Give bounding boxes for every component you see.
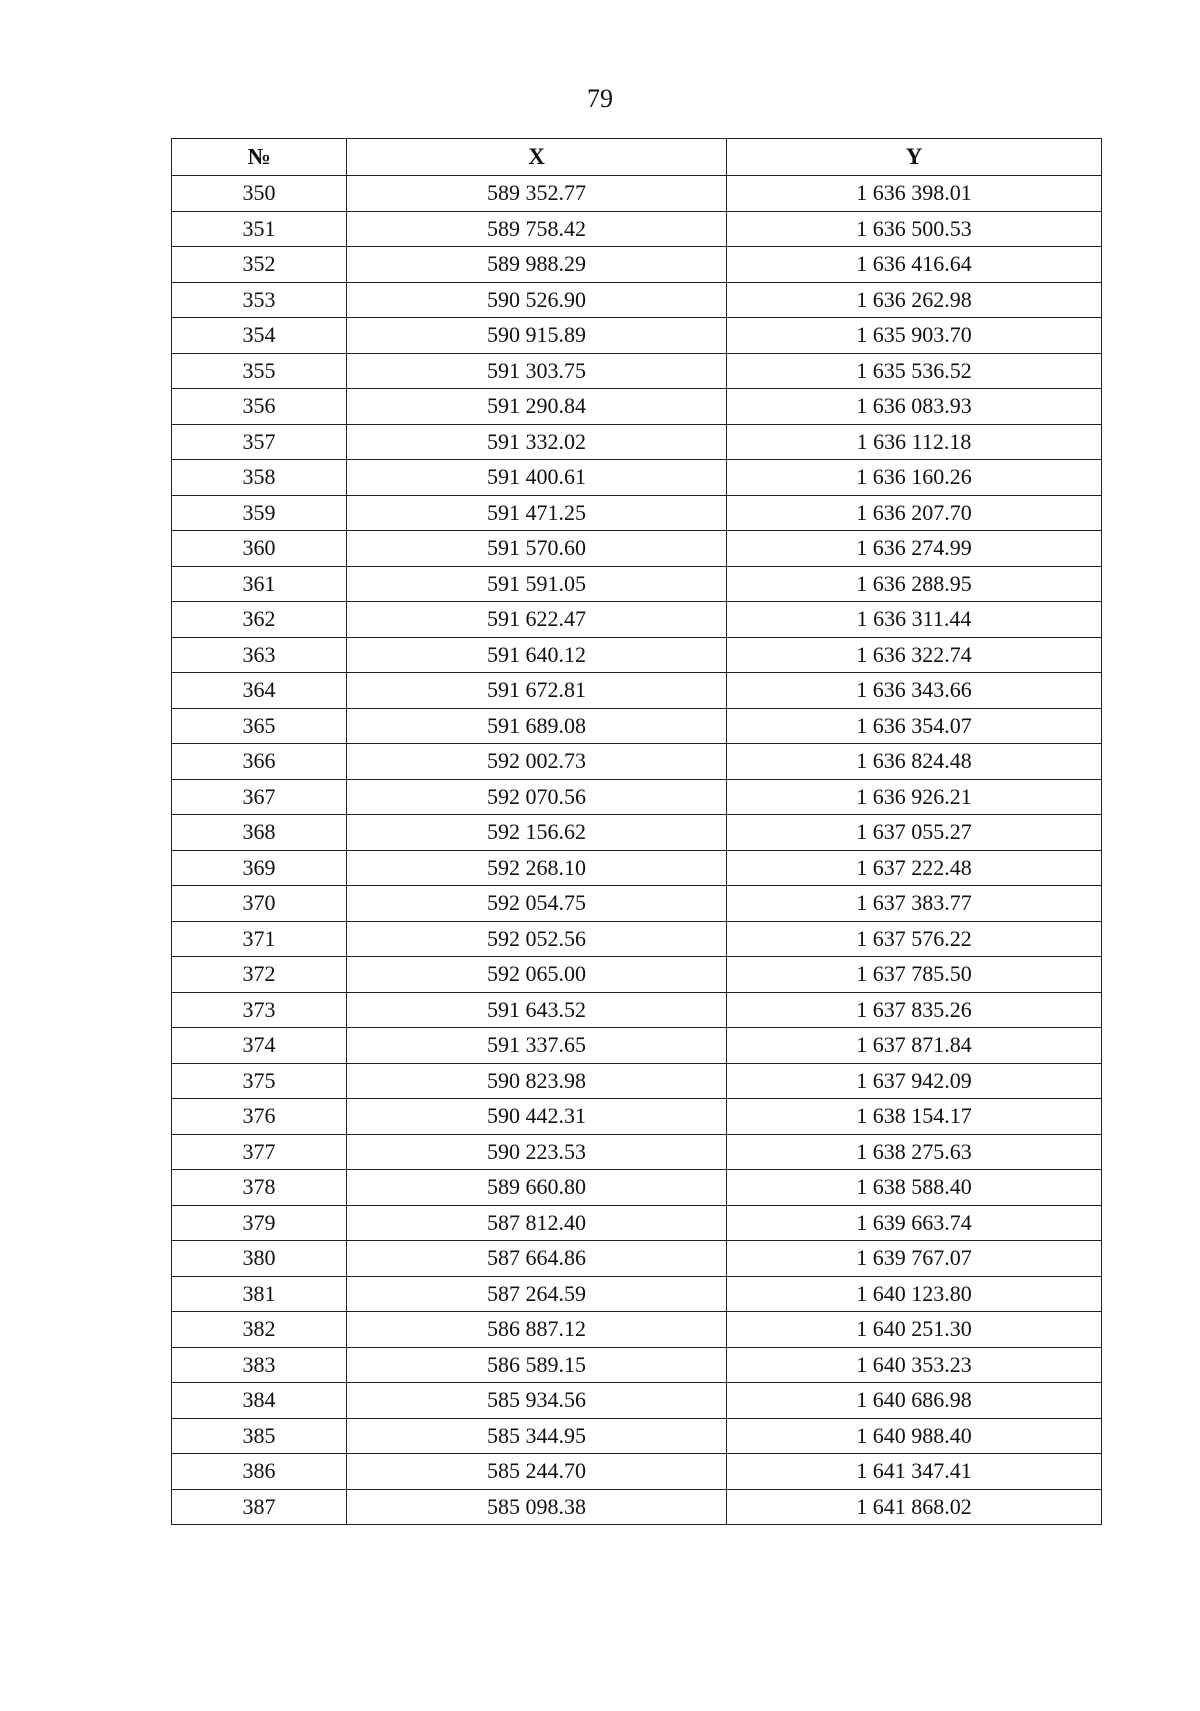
x-coordinate-cell: 590 442.31 [347,1099,727,1135]
row-number-cell: 360 [172,531,347,567]
table-row [172,1418,1102,1454]
table-row [172,247,1102,283]
table-row [172,211,1102,247]
y-coordinate-cell: 1 635 903.70 [727,318,1102,354]
x-coordinate-cell: 585 934.56 [347,1383,727,1419]
row-number-cell: 382 [172,1312,347,1348]
x-coordinate-cell: 587 264.59 [347,1276,727,1312]
y-coordinate-cell: 1 639 767.07 [727,1241,1102,1277]
row-number-cell: 365 [172,708,347,744]
x-coordinate-cell: 592 002.73 [347,744,727,780]
x-coordinate-cell: 590 915.89 [347,318,727,354]
y-coordinate-cell: 1 636 274.99 [727,531,1102,567]
x-coordinate-cell: 591 400.61 [347,460,727,496]
row-number-cell: 356 [172,389,347,425]
x-coordinate-cell: 585 098.38 [347,1489,727,1525]
row-number-cell: 371 [172,921,347,957]
row-number-cell: 354 [172,318,347,354]
table-body [172,176,1102,1525]
x-coordinate-cell: 589 988.29 [347,247,727,283]
row-number-cell: 384 [172,1383,347,1419]
table-row [172,389,1102,425]
row-number-cell: 362 [172,602,347,638]
row-number-cell: 374 [172,1028,347,1064]
table-row [172,1170,1102,1206]
row-number-cell: 385 [172,1418,347,1454]
table-row [172,921,1102,957]
x-coordinate-cell: 592 156.62 [347,815,727,851]
y-coordinate-cell: 1 640 251.30 [727,1312,1102,1348]
table-row [172,282,1102,318]
row-number-cell: 370 [172,886,347,922]
x-coordinate-cell: 591 622.47 [347,602,727,638]
row-number-cell: 378 [172,1170,347,1206]
row-number-cell: 353 [172,282,347,318]
page-number: 79 [587,84,613,113]
table-row [172,353,1102,389]
x-coordinate-cell: 591 332.02 [347,424,727,460]
table-row [172,1241,1102,1277]
table-row [172,637,1102,673]
y-coordinate-cell: 1 636 354.07 [727,708,1102,744]
table-row [172,744,1102,780]
y-coordinate-cell: 1 638 275.63 [727,1134,1102,1170]
y-coordinate-cell: 1 637 222.48 [727,850,1102,886]
y-coordinate-cell: 1 637 785.50 [727,957,1102,993]
y-coordinate-cell: 1 636 322.74 [727,637,1102,673]
y-coordinate-cell: 1 638 588.40 [727,1170,1102,1206]
table-row [172,1347,1102,1383]
header-y: Y [727,139,1102,176]
x-coordinate-cell: 589 660.80 [347,1170,727,1206]
y-coordinate-cell: 1 640 353.23 [727,1347,1102,1383]
row-number-cell: 380 [172,1241,347,1277]
y-coordinate-cell: 1 641 347.41 [727,1454,1102,1490]
y-coordinate-cell: 1 636 824.48 [727,744,1102,780]
x-coordinate-cell: 587 812.40 [347,1205,727,1241]
table-row [172,566,1102,602]
y-coordinate-cell: 1 636 207.70 [727,495,1102,531]
row-number-cell: 375 [172,1063,347,1099]
table-row [172,318,1102,354]
y-coordinate-cell: 1 637 835.26 [727,992,1102,1028]
x-coordinate-cell: 589 758.42 [347,211,727,247]
coordinates-table [171,138,1102,1525]
y-coordinate-cell: 1 636 288.95 [727,566,1102,602]
x-coordinate-cell: 590 223.53 [347,1134,727,1170]
row-number-cell: 368 [172,815,347,851]
y-coordinate-cell: 1 636 262.98 [727,282,1102,318]
row-number-cell: 376 [172,1099,347,1135]
y-coordinate-cell: 1 636 500.53 [727,211,1102,247]
row-number-cell: 383 [172,1347,347,1383]
y-coordinate-cell: 1 641 868.02 [727,1489,1102,1525]
row-number-cell: 350 [172,176,347,212]
row-number-cell: 387 [172,1489,347,1525]
y-coordinate-cell: 1 636 083.93 [727,389,1102,425]
x-coordinate-cell: 586 589.15 [347,1347,727,1383]
x-coordinate-cell: 590 526.90 [347,282,727,318]
y-coordinate-cell: 1 640 686.98 [727,1383,1102,1419]
table-row [172,1134,1102,1170]
header-x: X [347,139,727,176]
table-row [172,495,1102,531]
table-row [172,1063,1102,1099]
table-row [172,957,1102,993]
y-coordinate-cell: 1 638 154.17 [727,1099,1102,1135]
y-coordinate-cell: 1 637 383.77 [727,886,1102,922]
y-coordinate-cell: 1 640 988.40 [727,1418,1102,1454]
table-row [172,1454,1102,1490]
y-coordinate-cell: 1 637 871.84 [727,1028,1102,1064]
x-coordinate-cell: 591 570.60 [347,531,727,567]
row-number-cell: 357 [172,424,347,460]
x-coordinate-cell: 591 337.65 [347,1028,727,1064]
x-coordinate-cell: 592 268.10 [347,850,727,886]
table-row [172,1489,1102,1525]
x-coordinate-cell: 587 664.86 [347,1241,727,1277]
y-coordinate-cell: 1 636 112.18 [727,424,1102,460]
row-number-cell: 363 [172,637,347,673]
row-number-cell: 355 [172,353,347,389]
row-number-cell: 358 [172,460,347,496]
row-number-cell: 373 [172,992,347,1028]
y-coordinate-cell: 1 637 055.27 [727,815,1102,851]
table-row [172,1099,1102,1135]
x-coordinate-cell: 591 643.52 [347,992,727,1028]
table-row [172,1383,1102,1419]
table-row [172,176,1102,212]
row-number-cell: 352 [172,247,347,283]
x-coordinate-cell: 591 471.25 [347,495,727,531]
y-coordinate-cell: 1 637 576.22 [727,921,1102,957]
x-coordinate-cell: 592 065.00 [347,957,727,993]
row-number-cell: 366 [172,744,347,780]
x-coordinate-cell: 591 290.84 [347,389,727,425]
x-coordinate-cell: 586 887.12 [347,1312,727,1348]
x-coordinate-cell: 589 352.77 [347,176,727,212]
table-row [172,850,1102,886]
table-row [172,779,1102,815]
row-number-cell: 369 [172,850,347,886]
x-coordinate-cell: 591 591.05 [347,566,727,602]
y-coordinate-cell: 1 636 160.26 [727,460,1102,496]
table-row [172,1028,1102,1064]
header-number: № [172,139,347,176]
table-row [172,1312,1102,1348]
row-number-cell: 379 [172,1205,347,1241]
table-row [172,460,1102,496]
x-coordinate-cell: 590 823.98 [347,1063,727,1099]
table-header-row [172,139,1102,176]
table-row [172,424,1102,460]
y-coordinate-cell: 1 636 416.64 [727,247,1102,283]
row-number-cell: 386 [172,1454,347,1490]
table-row [172,708,1102,744]
y-coordinate-cell: 1 636 311.44 [727,602,1102,638]
y-coordinate-cell: 1 636 398.01 [727,176,1102,212]
x-coordinate-cell: 591 689.08 [347,708,727,744]
y-coordinate-cell: 1 636 343.66 [727,673,1102,709]
table-row [172,815,1102,851]
y-coordinate-cell: 1 635 536.52 [727,353,1102,389]
row-number-cell: 364 [172,673,347,709]
table-row [172,1276,1102,1312]
x-coordinate-cell: 585 344.95 [347,1418,727,1454]
row-number-cell: 367 [172,779,347,815]
x-coordinate-cell: 592 052.56 [347,921,727,957]
table-row [172,673,1102,709]
table-row [172,886,1102,922]
y-coordinate-cell: 1 636 926.21 [727,779,1102,815]
row-number-cell: 361 [172,566,347,602]
y-coordinate-cell: 1 639 663.74 [727,1205,1102,1241]
table-row [172,602,1102,638]
x-coordinate-cell: 592 054.75 [347,886,727,922]
table-row [172,992,1102,1028]
row-number-cell: 359 [172,495,347,531]
table-row [172,1205,1102,1241]
x-coordinate-cell: 591 640.12 [347,637,727,673]
x-coordinate-cell: 591 672.81 [347,673,727,709]
y-coordinate-cell: 1 640 123.80 [727,1276,1102,1312]
x-coordinate-cell: 591 303.75 [347,353,727,389]
row-number-cell: 381 [172,1276,347,1312]
table-row [172,531,1102,567]
x-coordinate-cell: 585 244.70 [347,1454,727,1490]
row-number-cell: 377 [172,1134,347,1170]
row-number-cell: 351 [172,211,347,247]
row-number-cell: 372 [172,957,347,993]
x-coordinate-cell: 592 070.56 [347,779,727,815]
y-coordinate-cell: 1 637 942.09 [727,1063,1102,1099]
